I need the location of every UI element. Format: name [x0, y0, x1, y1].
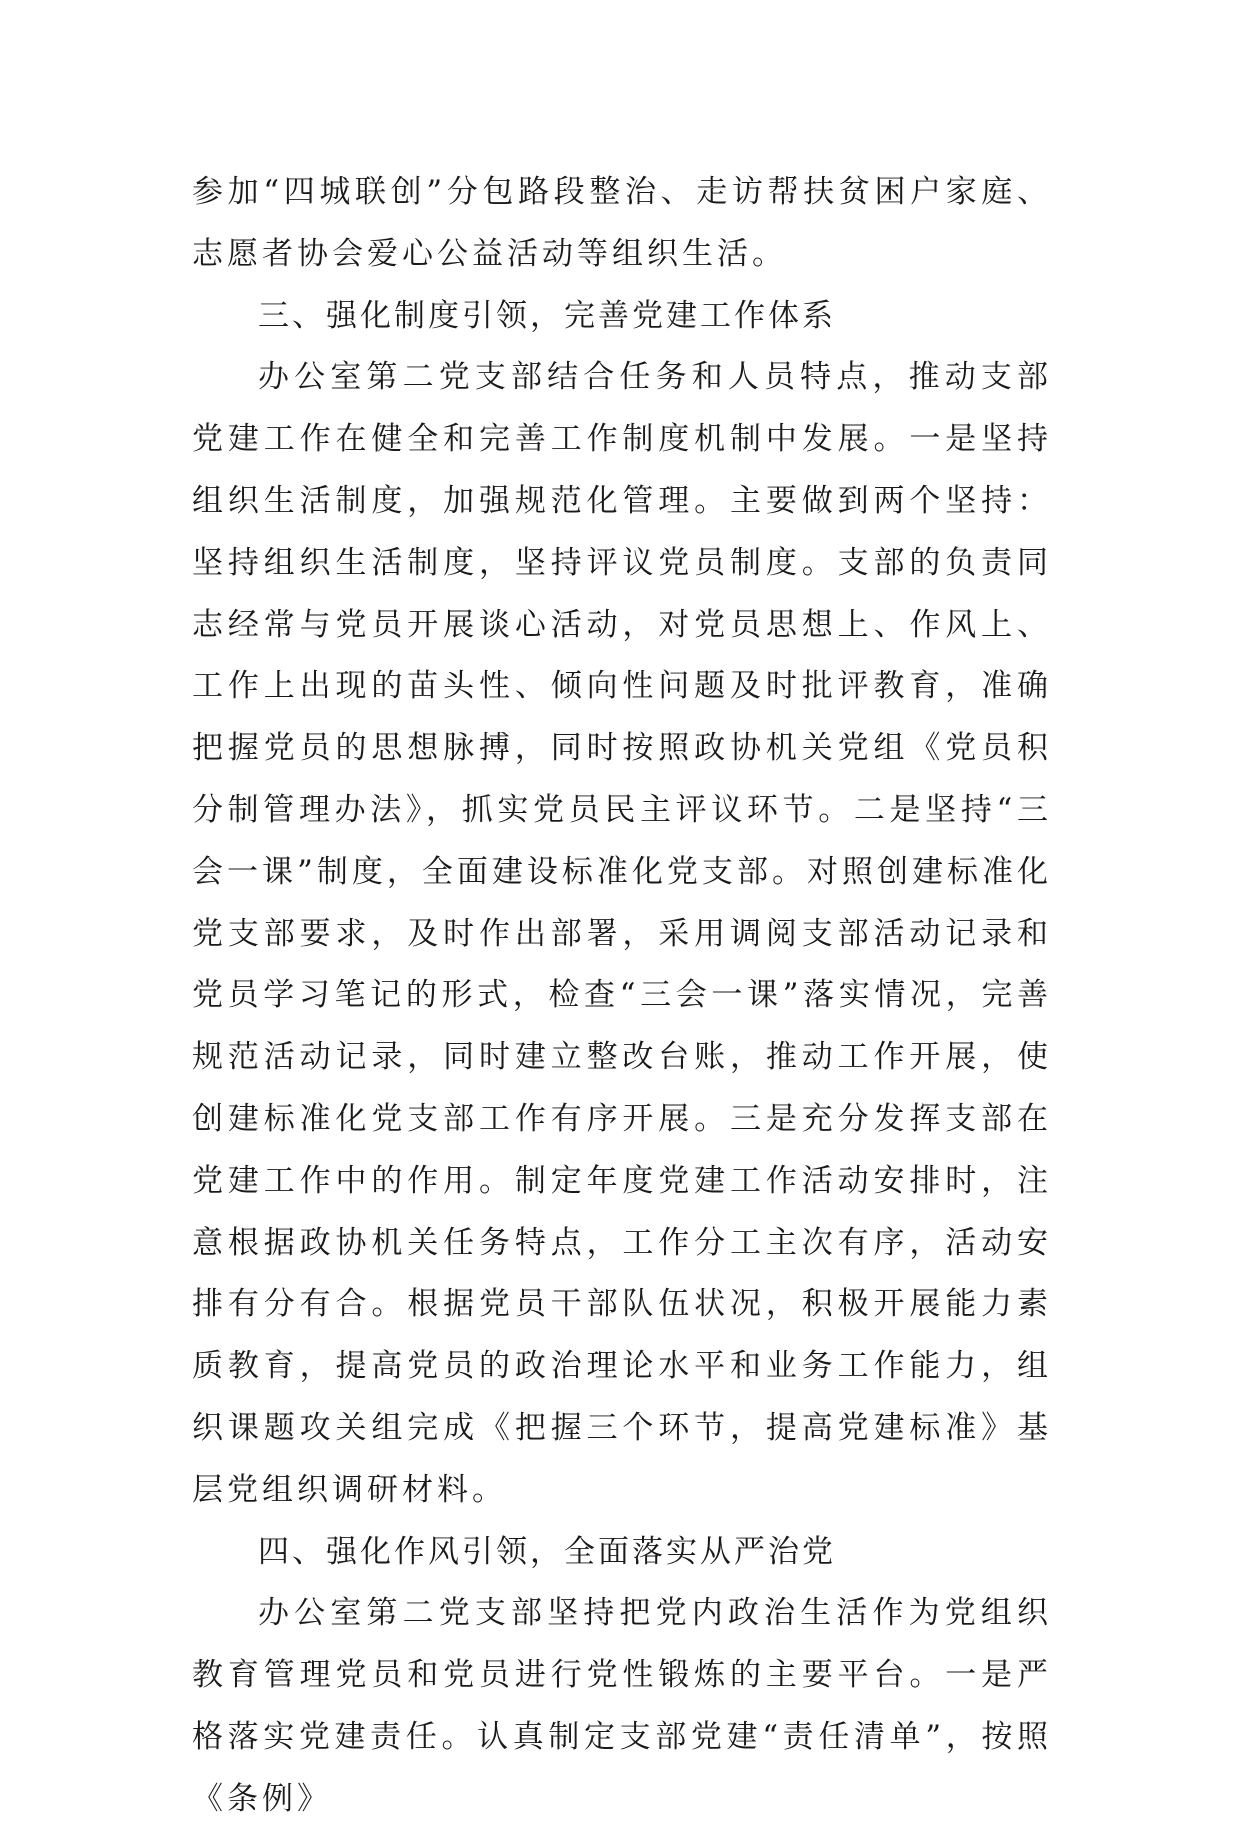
section-heading-three: 三、强化制度引领，完善党建工作体系 [258, 297, 836, 334]
section-heading-four: 四、强化作风引领，全面落实从严治党 [258, 1533, 836, 1570]
document-body [192, 162, 1052, 1831]
paragraph-section-three-body: 办公室第二党支部结合任务和人员特点，推动支部党建工作在健全和完善工作制度机制中发展。一是坚持组织生活制度，加强规范化管理。主要做到两个坚持：坚持组织生活制度，坚持评议党员制度。支部的负责同志经常与党员开展谈心活动，对党员思想上、作风上、工作上出现的苗头性、倾向性问题及时批评教育，准确把握党员的思想脉搏，同时按照政协机关党组《党员积分制管理办法》，抓实党员民主评议环节。二是坚持“三会一课”制度，全面建设标准化党支部。对照创建标准化党支部要求，及时作出部署，采用调阅支部活动记录和党员学习笔记的形式，检查“三会一课”落实情况，完善规范活动记录，同时建立整改台账，推动工作开展，使创建标准化党支部工作有序开展。三是充分发挥支部在党建工作中的作用。制定年度党建工作活动安排时，注意根据政协机关任务特点，工作分工主次有序，活动安排有分有合。根据党员干部队伍状况，积极开展能力素质教育，提高党员的政治理论水平和业务工作能力，组织课题攻关组完成《把握三个环节，提高党建标准》基层党组织调研材料。 [192, 359, 1052, 1508]
paragraph-continuation: 参加“四城联创”分包路段整治、走访帮扶贫困户家庭、志愿者协会爱心公益活动等组织生活。 [192, 174, 1052, 272]
paragraph-section-four-body: 办公室第二党支部坚持把党内政治生活作为党组织教育管理党员和党员进行党性锻炼的主要平台。一是严格落实党建责任。认真制定支部党建“责任清单”，按照《条例》 [192, 1595, 1052, 1817]
